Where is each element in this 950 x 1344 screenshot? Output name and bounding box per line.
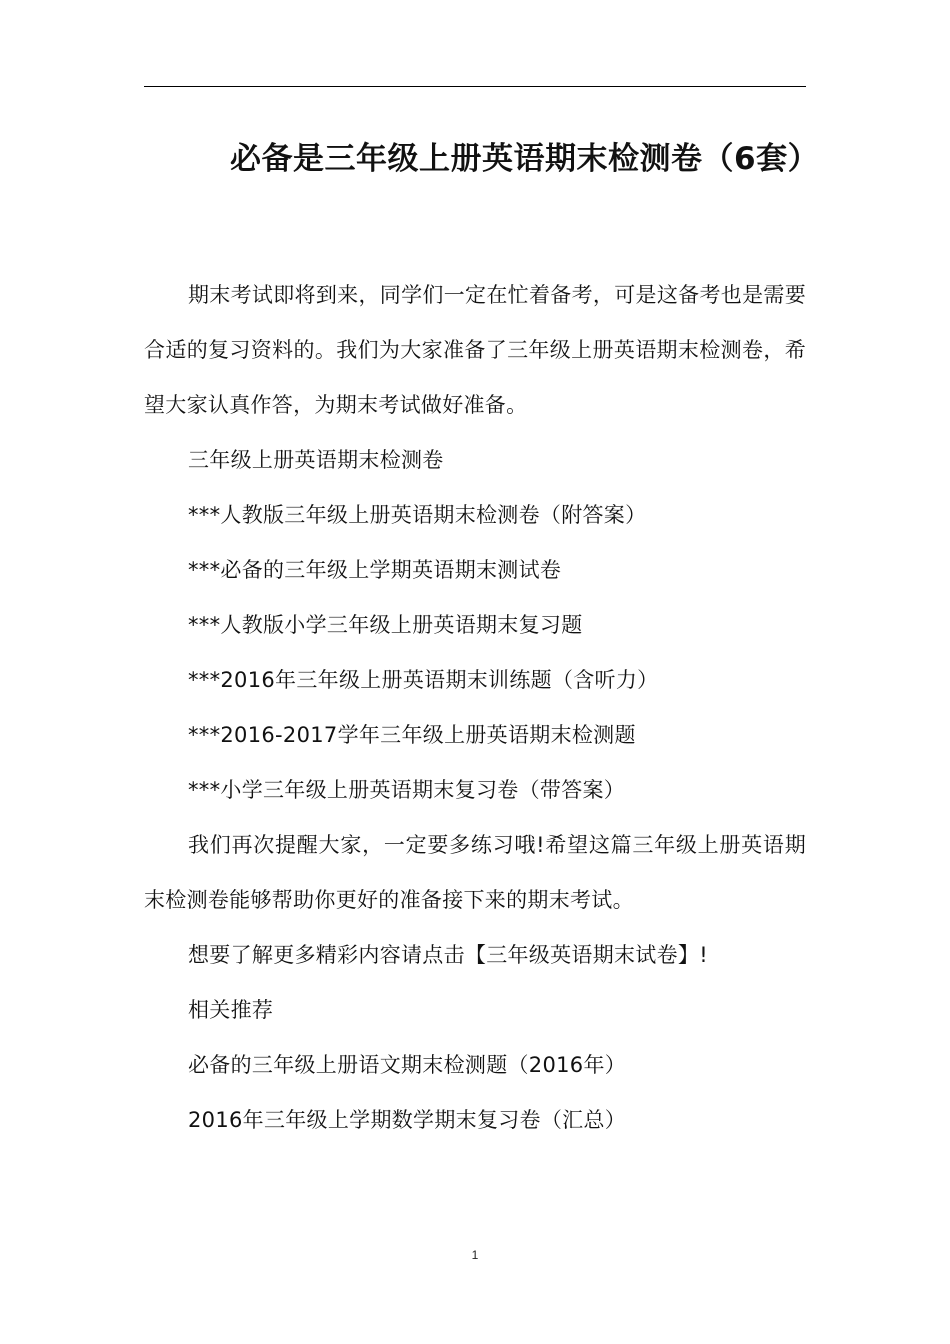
page-number: 1 — [471, 1248, 479, 1262]
document-title: 必备是三年级上册英语期末检测卷（6套） — [230, 141, 820, 177]
related-item: 必备的三年级上册语文期末检测题（2016年） — [188, 1053, 627, 1077]
more-content-paragraph: 想要了解更多精彩内容请点击【三年级英语期末试卷】! — [188, 943, 708, 967]
list-item: ***必备的三年级上学期英语期末测试卷 — [188, 558, 562, 582]
list-item: ***2016-2017学年三年级上册英语期末检测题 — [188, 723, 636, 747]
section-heading: 三年级上册英语期末检测卷 — [188, 448, 444, 472]
header-rule — [144, 86, 806, 87]
document-body — [144, 268, 806, 1148]
list-item: ***人教版小学三年级上册英语期末复习题 — [188, 613, 583, 637]
reminder-paragraph: 我们再次提醒大家，一定要多练习哦!希望这篇三年级上册英语期末检测卷能够帮助你更好的准备接下来的期末考试。 — [144, 833, 806, 912]
related-heading: 相关推荐 — [188, 998, 274, 1022]
related-item: 2016年三年级上学期数学期末复习卷（汇总） — [188, 1108, 627, 1132]
list-item: ***小学三年级上册英语期末复习卷（带答案） — [188, 778, 626, 802]
intro-paragraph: 期末考试即将到来，同学们一定在忙着备考，可是这备考也是需要合适的复习资料的。我们为大家准备了三年级上册英语期末检测卷，希望大家认真作答，为期末考试做好准备。 — [144, 283, 806, 417]
list-item: ***2016年三年级上册英语期末训练题（含听力） — [188, 668, 659, 692]
list-item: ***人教版三年级上册英语期末检测卷（附答案） — [188, 503, 647, 527]
